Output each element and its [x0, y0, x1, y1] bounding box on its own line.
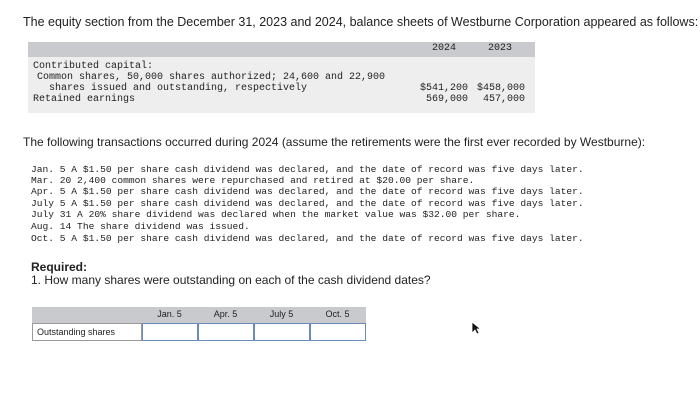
transaction-line: Apr. 5 A $1.50 per share cash dividend was declared, and the date of record was five days later.	[31, 186, 584, 197]
common-shares-label-line2: shares issued and outstanding, respectively	[49, 83, 308, 94]
transaction-line: Jan. 5 A $1.50 per share cash dividend was declared, and the date of record was five days later.	[31, 164, 584, 175]
balance-sheet-header	[28, 42, 535, 57]
july5-shares-input[interactable]	[254, 323, 310, 341]
outstanding-shares-label: Outstanding shares	[37, 327, 116, 337]
transaction-line: July 5 A $1.50 per share cash dividend was declared, and the date of record was five days later.	[31, 198, 584, 209]
column-header-oct5: Oct. 5	[325, 309, 350, 319]
jan5-shares-input[interactable]	[142, 323, 198, 341]
column-header-apr5: Apr. 5	[213, 309, 238, 319]
transaction-line: Aug. 14 The share dividend was issued.	[31, 221, 250, 232]
column-header-jan5: Jan. 5	[157, 309, 182, 319]
retained-earnings-label: Retained earnings	[33, 94, 136, 105]
common-2023-value: $458,000	[476, 83, 525, 94]
year-2024-header: 2024	[431, 43, 456, 54]
apr5-shares-input[interactable]	[198, 323, 254, 341]
transaction-line: Oct. 5 A $1.50 per share cash dividend was declared, and the date of record was five days later.	[31, 233, 584, 244]
oct5-shares-input[interactable]	[310, 323, 366, 341]
common-2024-value: $541,200	[419, 83, 468, 94]
required-title: Required:	[31, 260, 88, 274]
column-header-july5: July 5	[269, 309, 294, 319]
year-2023-header: 2023	[487, 43, 512, 54]
transactions-intro: The following transactions occurred during 2024 (assume the retirements were the first ever recorded by Westburne):	[23, 135, 646, 149]
retained-2023-value: 457,000	[482, 94, 525, 105]
required-question: 1. How many shares were outstanding on each of the cash dividend dates?	[31, 273, 431, 287]
contributed-capital-label: Contributed capital:	[33, 61, 154, 72]
mouse-cursor-icon	[471, 321, 481, 335]
transaction-line: Mar. 20 2,400 common shares were repurchased and retired at $20.00 per share.	[31, 175, 475, 186]
transaction-line: July 31 A 20% share dividend was declared when the market value was $32.00 per share.	[31, 209, 521, 220]
retained-2024-value: 569,000	[425, 94, 468, 105]
common-shares-label-line1: Common shares, 50,000 shares authorized; 24,600 and 22,900	[37, 72, 386, 83]
intro-text: The equity section from the December 31, 2023 and 2024, balance sheets of Westburne Corporation appeared as follows:	[23, 15, 699, 29]
